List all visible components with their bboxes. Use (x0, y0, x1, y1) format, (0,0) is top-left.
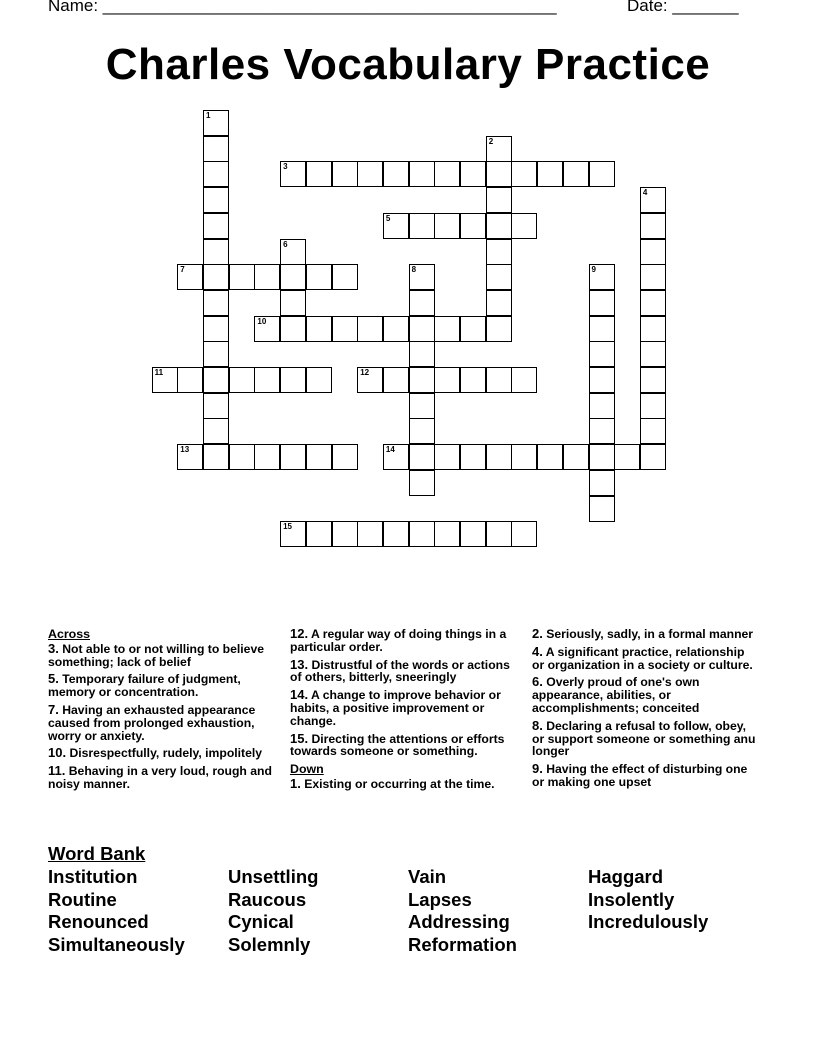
crossword-cell[interactable] (640, 367, 666, 393)
crossword-cell[interactable] (332, 161, 358, 187)
clue-number-label: 14 (385, 445, 395, 455)
crossword-cell[interactable] (589, 444, 615, 470)
clue-number-label: 13 (180, 445, 190, 455)
crossword-cell[interactable] (383, 444, 409, 470)
word-bank-entry: Solemnly (228, 933, 311, 955)
clue-item (290, 775, 520, 791)
crossword-cell[interactable] (640, 239, 666, 265)
clue-item (48, 765, 278, 791)
clue-number-label: 4 (642, 188, 648, 198)
crossword-cell[interactable] (357, 316, 383, 342)
crossword-cell[interactable] (486, 367, 512, 393)
clue-item (532, 717, 757, 759)
crossword-cell[interactable] (486, 316, 512, 342)
clue-number: 3. (48, 640, 59, 656)
crossword-cell[interactable] (409, 213, 435, 239)
clue-text: Temporary failure of judgment, memory or concentration. (48, 672, 241, 700)
word-bank-entry: Insolently (588, 888, 675, 910)
clues-column-2 (290, 628, 520, 796)
clue-number: 5. (48, 671, 59, 687)
crossword-cell[interactable] (589, 161, 615, 187)
crossword-cell[interactable] (332, 264, 358, 290)
crossword-cell[interactable] (511, 521, 537, 547)
crossword-cell[interactable] (511, 367, 537, 393)
clue-text: Distrustful of the words or actions of others, bitterly, sneeringly (290, 657, 510, 685)
crossword-cell[interactable] (640, 213, 666, 239)
clue-item (48, 701, 278, 743)
crossword-cell[interactable] (254, 316, 280, 342)
crossword-cell[interactable] (563, 161, 589, 187)
crossword-cell[interactable] (460, 161, 486, 187)
crossword-cell[interactable] (203, 187, 229, 213)
clue-text: Having the effect of disturbing one or making one upset (532, 762, 748, 789)
crossword-cell[interactable] (203, 161, 229, 187)
crossword-cell[interactable] (383, 521, 409, 547)
crossword-cell[interactable] (614, 444, 640, 470)
crossword-cell[interactable] (486, 290, 512, 316)
clue-number: 8. (532, 717, 543, 733)
clue-item (532, 643, 757, 672)
clue-number-label: 6 (283, 239, 288, 249)
clue-number: 12. (290, 626, 309, 641)
crossword-cell[interactable] (589, 341, 615, 367)
crossword-cell[interactable] (409, 393, 435, 419)
clue-number: 14. (290, 687, 309, 703)
crossword-cell[interactable] (640, 290, 666, 316)
crossword-cell[interactable] (203, 110, 229, 136)
crossword-cell[interactable] (409, 290, 435, 316)
crossword-cell[interactable] (434, 521, 460, 547)
crossword-cell[interactable] (486, 187, 512, 213)
crossword-cell[interactable] (460, 444, 486, 470)
crossword-cell[interactable] (460, 521, 486, 547)
word-bank-entry: Cynical (228, 911, 294, 933)
clue-number-label: 10 (257, 316, 267, 326)
crossword-cell[interactable] (589, 367, 615, 393)
clue-item (532, 763, 757, 789)
crossword-cell[interactable] (332, 444, 358, 470)
clue-item (532, 676, 757, 714)
clue-text: Directing the attentions or efforts towards someone or something. (290, 731, 505, 759)
crossword-cell[interactable] (203, 264, 229, 290)
crossword-cell[interactable] (306, 316, 332, 342)
word-bank-title: Word Bank (48, 843, 146, 864)
crossword-cell[interactable] (486, 161, 512, 187)
date-field-line: Date: _______ (627, 0, 739, 15)
page-title: Charles Vocabulary Practice (105, 40, 711, 89)
crossword-cell[interactable] (511, 213, 537, 239)
clue-text: Overly proud of one's own appearance, abilities, or accomplishments; conceited (532, 675, 700, 715)
crossword-cell[interactable] (280, 290, 306, 316)
crossword-cell[interactable] (486, 444, 512, 470)
clues-column-3 (532, 628, 757, 794)
crossword-cell[interactable] (203, 393, 229, 419)
clue-number-label: 7 (180, 265, 185, 275)
word-bank-entry: Lapses (408, 888, 472, 910)
crossword-cell[interactable] (589, 316, 615, 342)
word-bank-entry: Incredulously (588, 911, 709, 933)
word-bank-entry: Renounced (48, 911, 149, 933)
clue-number: 13. (290, 656, 309, 672)
crossword-cell[interactable] (383, 316, 409, 342)
clue-number-label: 2 (488, 136, 494, 146)
crossword-cell[interactable] (589, 264, 615, 290)
clue-item (48, 747, 278, 760)
crossword-cell[interactable] (460, 213, 486, 239)
crossword-cell[interactable] (306, 521, 332, 547)
crossword-cell[interactable] (434, 444, 460, 470)
crossword-cell[interactable] (486, 239, 512, 265)
clue-text: Behaving in a very loud, rough and noisy manner. (48, 764, 272, 791)
word-bank (48, 866, 788, 956)
crossword-cell[interactable] (409, 161, 435, 187)
crossword-cell[interactable] (537, 161, 563, 187)
crossword-cell[interactable] (254, 264, 280, 290)
crossword-cell[interactable] (589, 393, 615, 419)
crossword-cell[interactable] (229, 264, 255, 290)
crossword-cell[interactable] (203, 213, 229, 239)
crossword-cell[interactable] (486, 521, 512, 547)
crossword-cell[interactable] (460, 316, 486, 342)
name-field-line: Name: ________________________________________________ (48, 0, 557, 15)
word-bank-entry: Unsettling (228, 866, 319, 887)
down-heading: Down (290, 762, 324, 777)
clue-text: A regular way of doing things in a particular order. (290, 627, 507, 654)
crossword-cell[interactable] (640, 444, 666, 470)
crossword-cell[interactable] (203, 367, 229, 393)
clue-item (290, 689, 520, 727)
crossword-cell[interactable] (254, 367, 280, 393)
clue-text: Seriously, sadly, in a formal manner (542, 627, 754, 641)
crossword-cell[interactable] (460, 367, 486, 393)
crossword-cell[interactable] (409, 341, 435, 367)
crossword-cell[interactable] (486, 264, 512, 290)
crossword-cell[interactable] (280, 444, 306, 470)
clue-number: 2. (532, 626, 543, 641)
crossword-cell[interactable] (203, 239, 229, 265)
crossword-cell[interactable] (177, 264, 203, 290)
crossword-cell[interactable] (486, 136, 512, 162)
clue-item (48, 640, 278, 669)
crossword-cell[interactable] (280, 367, 306, 393)
clue-number-label: 9 (591, 265, 596, 275)
clue-number: 15. (290, 730, 309, 746)
crossword-cell[interactable] (409, 367, 435, 393)
clue-item (290, 730, 520, 759)
crossword-cell[interactable] (511, 161, 537, 187)
crossword-cell[interactable] (332, 521, 358, 547)
clue-number: 9. (532, 761, 543, 777)
crossword-cell[interactable] (589, 470, 615, 496)
crossword-cell[interactable] (640, 418, 666, 444)
crossword-cell[interactable] (280, 239, 306, 265)
crossword-cell[interactable] (203, 290, 229, 316)
clues-column-1 (48, 628, 278, 796)
crossword-cell[interactable] (332, 316, 358, 342)
crossword-cell[interactable] (203, 316, 229, 342)
crossword-cell[interactable] (383, 367, 409, 393)
crossword-cell[interactable] (409, 264, 435, 290)
crossword-cell[interactable] (306, 444, 332, 470)
crossword-cell[interactable] (280, 316, 306, 342)
clue-text: A significant practice, relationship or organization in a society or culture. (532, 644, 753, 672)
clue-number-label: 3 (283, 162, 288, 172)
clue-number-label: 8 (411, 265, 417, 275)
clue-number: 10. (48, 745, 67, 761)
clue-item (290, 656, 520, 685)
crossword-cell[interactable] (640, 187, 666, 213)
crossword-cell[interactable] (357, 161, 383, 187)
crossword-cell[interactable] (203, 444, 229, 470)
crossword-cell[interactable] (434, 213, 460, 239)
crossword-cell[interactable] (563, 444, 589, 470)
crossword-cell[interactable] (306, 264, 332, 290)
clue-text: Having an exhausted appearance caused from prolonged exhaustion, worry or anxiety. (48, 702, 256, 743)
crossword-cell[interactable] (383, 161, 409, 187)
crossword-cell[interactable] (434, 161, 460, 187)
crossword-cell[interactable] (589, 496, 615, 522)
clue-text: Declaring a refusal to follow, obey, or support someone or something anu longer (532, 718, 756, 759)
word-bank-entry: Reformation (408, 933, 517, 955)
clue-number: 11. (48, 763, 66, 779)
crossword-cell[interactable] (203, 418, 229, 444)
crossword-cell[interactable] (589, 290, 615, 316)
clue-number: 7. (48, 701, 59, 717)
crossword-cell[interactable] (177, 444, 203, 470)
crossword-cell[interactable] (306, 161, 332, 187)
word-bank-entry: Addressing (408, 911, 510, 933)
clue-item (290, 628, 520, 654)
clue-number: 6. (532, 674, 543, 690)
crossword-cell[interactable] (152, 367, 178, 393)
clue-text: A change to improve behavior or habits, a positive improvement or change. (290, 688, 501, 728)
crossword-cell[interactable] (383, 213, 409, 239)
word-bank-entry: Institution (48, 866, 138, 887)
word-bank-entry: Simultaneously (48, 933, 185, 955)
crossword-cell[interactable] (511, 444, 537, 470)
crossword-cell[interactable] (203, 341, 229, 367)
crossword-cell[interactable] (409, 521, 435, 547)
clue-number-label: 11 (154, 368, 164, 377)
crossword-cell[interactable] (409, 316, 435, 342)
crossword-cell[interactable] (409, 444, 435, 470)
crossword-cell[interactable] (434, 316, 460, 342)
crossword-cell[interactable] (357, 367, 383, 393)
crossword-cell[interactable] (486, 213, 512, 239)
word-bank-entry: Vain (408, 866, 447, 887)
across-heading: Across (48, 627, 91, 641)
crossword-cell[interactable] (280, 521, 306, 547)
crossword-cell[interactable] (409, 470, 435, 496)
crossword-cell[interactable] (229, 367, 255, 393)
crossword-cell[interactable] (229, 444, 255, 470)
crossword-cell[interactable] (589, 418, 615, 444)
crossword-cell[interactable] (357, 521, 383, 547)
word-bank-entry: Routine (48, 888, 117, 910)
crossword-cell[interactable] (254, 444, 280, 470)
word-bank-entry: Raucous (228, 888, 307, 910)
crossword-cell[interactable] (640, 341, 666, 367)
crossword-cell[interactable] (280, 264, 306, 290)
clue-item (48, 673, 278, 699)
crossword-cell[interactable] (434, 367, 460, 393)
crossword-cell[interactable] (640, 393, 666, 419)
clue-number-label: 12 (360, 368, 370, 377)
crossword-cell[interactable] (306, 367, 332, 393)
crossword-cell[interactable] (409, 418, 435, 444)
crossword-cell[interactable] (203, 136, 229, 162)
crossword-cell[interactable] (177, 367, 203, 393)
crossword-cell[interactable] (280, 161, 306, 187)
clue-text: Disrespectfully, rudely, impolitely (66, 746, 263, 761)
clue-number-label: 15 (283, 522, 292, 532)
clue-number-label: 5 (385, 213, 391, 223)
clue-text: Existing or occurring at the time. (300, 776, 495, 791)
clue-number: 4. (532, 643, 543, 659)
word-bank-entry: Haggard (588, 866, 664, 887)
crossword-cell[interactable] (640, 316, 666, 342)
clue-item (532, 628, 757, 641)
clue-number-label: 1 (206, 111, 211, 120)
clue-number: 1. (290, 775, 301, 791)
clue-text: Not able to or not willing to believe something; lack of belief (48, 641, 265, 669)
crossword-cell[interactable] (537, 444, 563, 470)
crossword-cell[interactable] (640, 264, 666, 290)
